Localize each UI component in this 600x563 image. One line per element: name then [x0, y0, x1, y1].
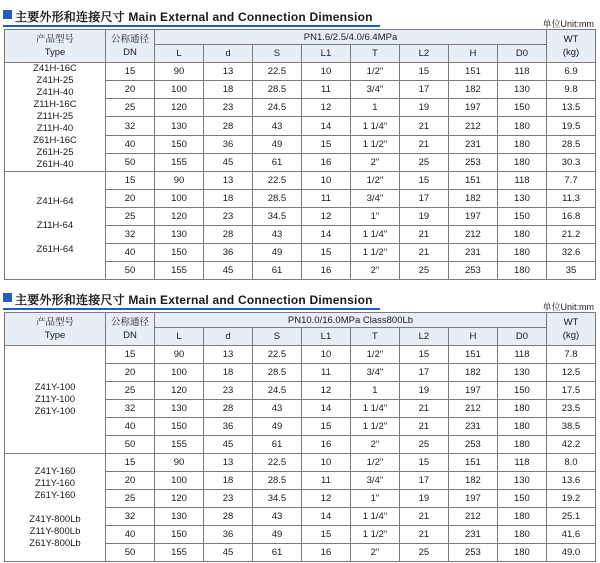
dn-cell: 40 [106, 244, 155, 262]
section-1 [0, 0, 600, 276]
dn-cell: 40 [106, 135, 155, 153]
dimension-cell: 13 [204, 454, 253, 472]
dimension-cell: 1 [350, 99, 399, 117]
dimension-cell: 49 [252, 135, 301, 153]
dimension-cell: 120 [155, 208, 204, 226]
dimension-cell: 11 [301, 364, 350, 382]
dimension-cell: 17 [399, 364, 448, 382]
dimension-cell: 28.5 [252, 190, 301, 208]
dimension-cell: 16 [301, 262, 350, 280]
dn-cell: 32 [106, 400, 155, 418]
col-header: d [204, 328, 253, 346]
col-header: L2 [399, 328, 448, 346]
dn-cell: 20 [106, 472, 155, 490]
weight-cell: 16.8 [547, 208, 596, 226]
dimension-cell: 130 [497, 190, 546, 208]
dn-cell: 50 [106, 153, 155, 171]
dn-cell: 32 [106, 508, 155, 526]
dn-header: 公称通径 DN [106, 313, 155, 346]
dimension-cell: 21 [399, 508, 448, 526]
dn-cell: 50 [106, 436, 155, 454]
dimension-cell: 130 [155, 226, 204, 244]
dimension-table-1 [4, 29, 596, 280]
weight-cell: 41.6 [546, 526, 595, 544]
weight-cell: 11.3 [547, 190, 596, 208]
dimension-cell: 3/4" [350, 190, 399, 208]
dimension-cell: 16 [301, 436, 350, 454]
weight-cell: 17.5 [546, 382, 595, 400]
dimension-cell: 43 [252, 117, 301, 135]
section-1-title-bar [0, 0, 600, 28]
dimension-cell: 2" [350, 436, 399, 454]
dimension-cell: 14 [301, 117, 350, 135]
dimension-cell: 21 [399, 117, 448, 135]
dimension-cell: 15 [399, 63, 448, 81]
dn-cell: 20 [106, 364, 155, 382]
dn-cell: 15 [106, 454, 155, 472]
dimension-cell: 3/4" [350, 364, 399, 382]
dimension-cell: 1 1/2" [350, 526, 399, 544]
section-2 [0, 283, 600, 558]
dimension-cell: 13 [204, 172, 253, 190]
dimension-cell: 90 [155, 172, 204, 190]
dimension-cell: 25 [399, 544, 448, 562]
dimension-cell: 212 [448, 400, 497, 418]
dn-cell: 40 [106, 418, 155, 436]
dimension-cell: 155 [155, 544, 204, 562]
dimension-cell: 150 [155, 135, 204, 153]
dimension-cell: 180 [497, 244, 546, 262]
dn-cell: 32 [106, 117, 155, 135]
dimension-cell: 1" [350, 208, 399, 226]
weight-cell: 19.5 [547, 117, 596, 135]
dimension-cell: 90 [155, 454, 204, 472]
dimension-cell: 23 [204, 490, 253, 508]
dimension-cell: 180 [497, 526, 546, 544]
dimension-cell: 23 [204, 99, 253, 117]
dimension-cell: 15 [399, 454, 448, 472]
dimension-cell: 21 [399, 400, 448, 418]
dimension-cell: 197 [448, 99, 497, 117]
dn-cell: 20 [106, 81, 155, 99]
dn-cell: 15 [106, 63, 155, 81]
dimension-cell: 1 1/4" [350, 226, 399, 244]
dimension-cell: 36 [204, 244, 253, 262]
dimension-cell: 11 [301, 472, 350, 490]
dimension-cell: 18 [204, 472, 253, 490]
dimension-cell: 180 [497, 418, 546, 436]
type-cell: Z41H-64 Z11H-64 Z61H-64 [5, 172, 106, 280]
dimension-cell: 17 [399, 190, 448, 208]
weight-cell: 38.5 [546, 418, 595, 436]
dimension-cell: 19 [399, 382, 448, 400]
dimension-cell: 28.5 [252, 364, 301, 382]
dimension-cell: 49 [252, 244, 301, 262]
dimension-cell: 90 [155, 346, 204, 364]
dimension-cell: 17 [399, 81, 448, 99]
dn-header: 公称通径 DN [106, 30, 155, 63]
dimension-cell: 36 [204, 135, 253, 153]
dimension-cell: 22.5 [252, 63, 301, 81]
weight-cell: 35 [547, 262, 596, 280]
dimension-cell: 14 [301, 508, 350, 526]
dimension-cell: 25 [399, 436, 448, 454]
dimension-cell: 12 [301, 99, 350, 117]
dimension-cell: 180 [497, 508, 546, 526]
dn-cell: 25 [106, 490, 155, 508]
dimension-cell: 13 [204, 346, 253, 364]
weight-cell: 8.0 [546, 454, 595, 472]
dimension-cell: 130 [497, 472, 546, 490]
weight-cell: 6.9 [547, 63, 596, 81]
dimension-cell: 180 [497, 153, 546, 171]
col-header: L2 [399, 45, 448, 63]
dimension-cell: 150 [497, 382, 546, 400]
title-square-icon [3, 293, 12, 302]
type-header: 产品型号 Type [5, 30, 106, 63]
section-2-title: 主要外形和连接尺寸 Main External and Connection Dimension [15, 293, 373, 307]
dimension-cell: 16 [301, 544, 350, 562]
dimension-cell: 180 [497, 135, 546, 153]
type-cell: Z41H-16C Z41H-25 Z41H-40 Z11H-16C Z11H-25 Z11H-40 Z61H-16C Z61H-25 Z61H-40 [5, 63, 106, 172]
dimension-cell: 15 [301, 526, 350, 544]
dimension-cell: 1 1/4" [350, 400, 399, 418]
dimension-cell: 3/4" [350, 472, 399, 490]
dimension-cell: 15 [399, 172, 448, 190]
dimension-cell: 45 [204, 544, 253, 562]
dimension-cell: 155 [155, 262, 204, 280]
dimension-cell: 61 [252, 262, 301, 280]
weight-cell: 7.8 [546, 346, 595, 364]
col-header: L1 [301, 45, 350, 63]
col-header: S [252, 328, 301, 346]
dimension-cell: 1/2" [350, 346, 399, 364]
dimension-cell: 43 [252, 226, 301, 244]
dimension-cell: 212 [448, 226, 497, 244]
dimension-cell: 15 [399, 346, 448, 364]
dimension-cell: 28 [204, 226, 253, 244]
wt-header: WT (kg) [547, 30, 596, 63]
dimension-cell: 19 [399, 490, 448, 508]
type-cell: Z41Y-100 Z11Y-100 Z61Y-100 [5, 346, 106, 454]
dimension-cell: 253 [448, 436, 497, 454]
dimension-cell: 118 [497, 63, 546, 81]
col-header: D0 [497, 45, 546, 63]
dimension-cell: 120 [155, 99, 204, 117]
title-square-icon [3, 10, 12, 19]
dimension-cell: 36 [204, 418, 253, 436]
dimension-cell: 49 [252, 526, 301, 544]
dimension-cell: 18 [204, 364, 253, 382]
dimension-cell: 24.5 [252, 99, 301, 117]
dimension-cell: 34.5 [252, 208, 301, 226]
dimension-cell: 2" [350, 262, 399, 280]
dimension-cell: 15 [301, 244, 350, 262]
dimension-cell: 45 [204, 153, 253, 171]
weight-cell: 28.5 [547, 135, 596, 153]
col-header: L [155, 328, 204, 346]
weight-cell: 42.2 [546, 436, 595, 454]
type-header: 产品型号 Type [5, 313, 106, 346]
dimension-cell: 28 [204, 508, 253, 526]
table-row [5, 172, 596, 190]
dimension-cell: 24.5 [252, 382, 301, 400]
weight-cell: 13.5 [547, 99, 596, 117]
dimension-cell: 18 [204, 81, 253, 99]
dimension-cell: 34.5 [252, 490, 301, 508]
dimension-cell: 100 [155, 190, 204, 208]
col-header: T [350, 45, 399, 63]
dimension-cell: 49 [252, 418, 301, 436]
dimension-cell: 22.5 [252, 172, 301, 190]
dimension-cell: 21 [399, 135, 448, 153]
table-row [5, 63, 596, 81]
dn-cell: 15 [106, 172, 155, 190]
dimension-cell: 150 [155, 418, 204, 436]
col-header: H [448, 45, 497, 63]
dimension-cell: 14 [301, 226, 350, 244]
dimension-cell: 150 [155, 526, 204, 544]
weight-cell: 30.3 [547, 153, 596, 171]
section-2-unit: 单位Unit:mm [542, 302, 594, 312]
dn-cell: 50 [106, 262, 155, 280]
dimension-cell: 10 [301, 63, 350, 81]
dimension-cell: 100 [155, 81, 204, 99]
dimension-cell: 28.5 [252, 81, 301, 99]
weight-cell: 32.6 [547, 244, 596, 262]
dimension-cell: 10 [301, 346, 350, 364]
dimension-cell: 23 [204, 208, 253, 226]
dimension-cell: 10 [301, 454, 350, 472]
dimension-cell: 15 [301, 418, 350, 436]
dimension-cell: 151 [448, 172, 497, 190]
dimension-cell: 36 [204, 526, 253, 544]
dimension-cell: 2" [350, 153, 399, 171]
dimension-cell: 21 [399, 244, 448, 262]
weight-cell: 25.1 [546, 508, 595, 526]
dimension-cell: 182 [448, 81, 497, 99]
weight-cell: 13.6 [546, 472, 595, 490]
dimension-cell: 1 [350, 382, 399, 400]
dimension-cell: 1/2" [350, 454, 399, 472]
dimension-cell: 180 [497, 262, 546, 280]
dimension-cell: 1/2" [350, 63, 399, 81]
section-1-title: 主要外形和连接尺寸 Main External and Connection Dimension [15, 10, 373, 24]
dimension-cell: 180 [497, 226, 546, 244]
dimension-cell: 1 1/4" [350, 117, 399, 135]
dimension-cell: 28.5 [252, 472, 301, 490]
dimension-cell: 130 [155, 117, 204, 135]
dimension-cell: 16 [301, 153, 350, 171]
wt-header: WT (kg) [546, 313, 595, 346]
dimension-table-2 [4, 312, 596, 562]
dimension-cell: 151 [448, 346, 497, 364]
dimension-cell: 18 [204, 190, 253, 208]
dimension-cell: 45 [204, 436, 253, 454]
dimension-cell: 231 [448, 418, 497, 436]
dimension-cell: 155 [155, 153, 204, 171]
dimension-cell: 25 [399, 262, 448, 280]
type-cell: Z41Y-160 Z11Y-160 Z61Y-160 Z41Y-800Lb Z11Y-800Lb Z61Y-800Lb [5, 454, 106, 562]
dimension-cell: 61 [252, 544, 301, 562]
dimension-cell: 1 1/2" [350, 135, 399, 153]
pressure-header: PN10.0/16.0MPa Class800Lb [155, 313, 547, 328]
dimension-cell: 11 [301, 190, 350, 208]
table-row [5, 346, 596, 364]
dimension-cell: 212 [448, 117, 497, 135]
dimension-cell: 15 [301, 135, 350, 153]
dimension-cell: 1/2" [350, 172, 399, 190]
weight-cell: 19.2 [546, 490, 595, 508]
dimension-cell: 1 1/2" [350, 418, 399, 436]
weight-cell: 7.7 [547, 172, 596, 190]
table-row [5, 454, 596, 472]
dimension-cell: 12 [301, 208, 350, 226]
dimension-cell: 12 [301, 490, 350, 508]
section-2-title-bar [0, 283, 600, 311]
dn-cell: 25 [106, 208, 155, 226]
col-header: S [252, 45, 301, 63]
dn-cell: 15 [106, 346, 155, 364]
col-header: L1 [301, 328, 350, 346]
dn-cell: 32 [106, 226, 155, 244]
dn-cell: 40 [106, 526, 155, 544]
dimension-cell: 150 [497, 490, 546, 508]
dimension-cell: 1 1/2" [350, 244, 399, 262]
dn-cell: 50 [106, 544, 155, 562]
dimension-cell: 3/4" [350, 81, 399, 99]
dimension-cell: 90 [155, 63, 204, 81]
dimension-cell: 12 [301, 382, 350, 400]
dimension-cell: 25 [399, 153, 448, 171]
dimension-cell: 21 [399, 418, 448, 436]
dimension-cell: 19 [399, 99, 448, 117]
dimension-cell: 130 [497, 81, 546, 99]
dimension-cell: 180 [497, 544, 546, 562]
dimension-cell: 180 [497, 117, 546, 135]
dimension-cell: 182 [448, 190, 497, 208]
dn-cell: 25 [106, 382, 155, 400]
dimension-cell: 130 [497, 364, 546, 382]
dimension-cell: 150 [497, 208, 546, 226]
dimension-cell: 182 [448, 364, 497, 382]
dimension-cell: 61 [252, 153, 301, 171]
dimension-cell: 1" [350, 490, 399, 508]
dimension-cell: 197 [448, 208, 497, 226]
dimension-cell: 253 [448, 544, 497, 562]
dimension-cell: 231 [448, 244, 497, 262]
col-header: L [155, 45, 204, 63]
dimension-cell: 13 [204, 63, 253, 81]
dimension-cell: 2" [350, 544, 399, 562]
dimension-cell: 120 [155, 490, 204, 508]
dimension-cell: 22.5 [252, 346, 301, 364]
dimension-cell: 17 [399, 472, 448, 490]
dimension-cell: 118 [497, 172, 546, 190]
dimension-cell: 14 [301, 400, 350, 418]
dimension-cell: 45 [204, 262, 253, 280]
dimension-cell: 253 [448, 153, 497, 171]
dimension-cell: 180 [497, 400, 546, 418]
dimension-cell: 180 [497, 436, 546, 454]
title-underline [3, 308, 380, 310]
weight-cell: 12.5 [546, 364, 595, 382]
dimension-cell: 11 [301, 81, 350, 99]
dimension-cell: 151 [448, 63, 497, 81]
dimension-cell: 182 [448, 472, 497, 490]
dimension-cell: 150 [497, 99, 546, 117]
col-header: d [204, 45, 253, 63]
dimension-cell: 100 [155, 364, 204, 382]
dimension-cell: 1 1/4" [350, 508, 399, 526]
dimension-cell: 150 [155, 244, 204, 262]
dimension-cell: 28 [204, 117, 253, 135]
weight-cell: 21.2 [547, 226, 596, 244]
dn-cell: 20 [106, 190, 155, 208]
dimension-cell: 130 [155, 508, 204, 526]
dimension-cell: 21 [399, 226, 448, 244]
pressure-header: PN1.6/2.5/4.0/6.4MPa [155, 30, 547, 45]
dimension-cell: 10 [301, 172, 350, 190]
dimension-cell: 151 [448, 454, 497, 472]
dimension-cell: 197 [448, 382, 497, 400]
dimension-cell: 28 [204, 400, 253, 418]
dimension-cell: 100 [155, 472, 204, 490]
dimension-cell: 231 [448, 135, 497, 153]
dn-cell: 25 [106, 99, 155, 117]
dimension-cell: 61 [252, 436, 301, 454]
dimension-cell: 43 [252, 508, 301, 526]
dimension-cell: 118 [497, 454, 546, 472]
dimension-cell: 21 [399, 526, 448, 544]
dimension-cell: 118 [497, 346, 546, 364]
dimension-cell: 155 [155, 436, 204, 454]
col-header: H [448, 328, 497, 346]
dimension-cell: 23 [204, 382, 253, 400]
col-header: T [350, 328, 399, 346]
col-header: D0 [497, 328, 546, 346]
section-1-unit: 单位Unit:mm [542, 19, 594, 29]
weight-cell: 49.0 [546, 544, 595, 562]
dimension-cell: 19 [399, 208, 448, 226]
dimension-cell: 253 [448, 262, 497, 280]
title-underline [3, 25, 380, 27]
dimension-cell: 43 [252, 400, 301, 418]
dimension-cell: 197 [448, 490, 497, 508]
dimension-cell: 120 [155, 382, 204, 400]
dimension-cell: 231 [448, 526, 497, 544]
dimension-cell: 22.5 [252, 454, 301, 472]
dimension-cell: 212 [448, 508, 497, 526]
weight-cell: 23.5 [546, 400, 595, 418]
weight-cell: 9.8 [547, 81, 596, 99]
dimension-cell: 130 [155, 400, 204, 418]
